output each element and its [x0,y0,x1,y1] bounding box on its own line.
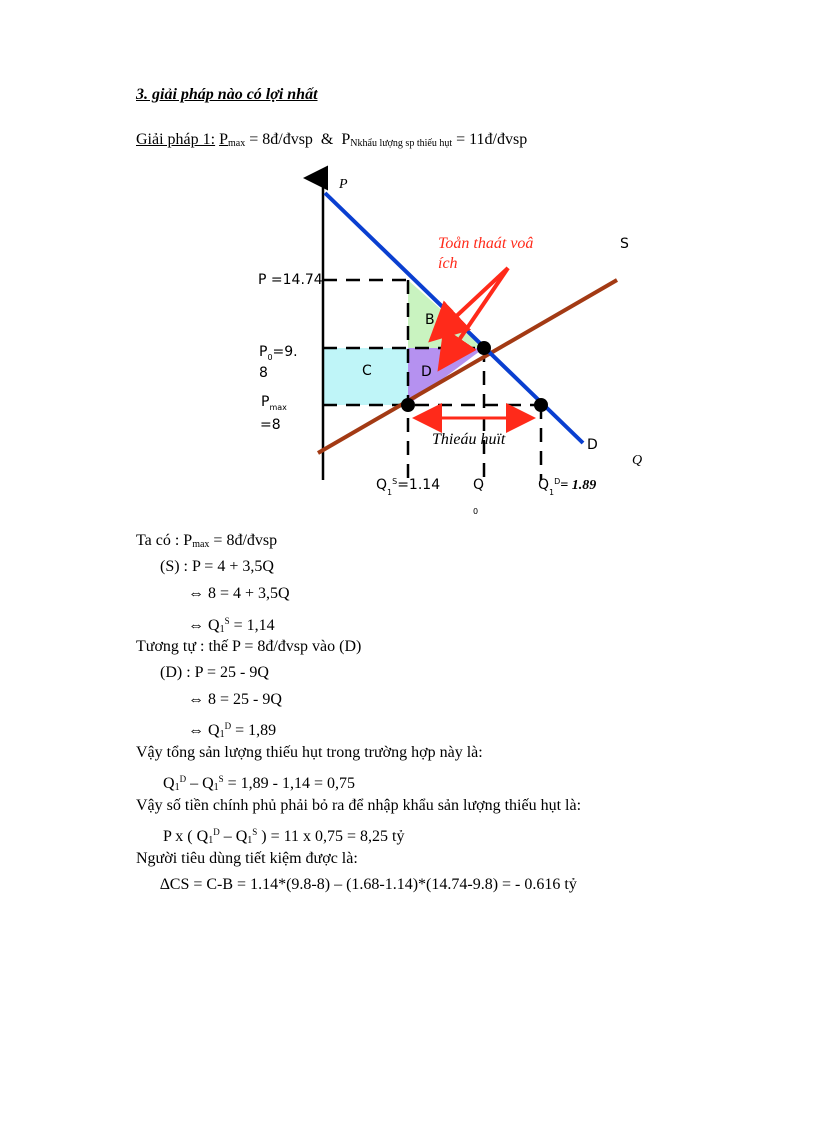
solution-label: Giải pháp 1: [136,131,216,148]
line-import-calc: P x ( $Q_1^D - Q_1^S$ ) = 11 x 0,75 = 8,25 tỷ [163,827,405,846]
line-shortage-intro: Vậy tổng sản lượng thiếu hụt trong trường hợp này là: [136,744,483,761]
solution-amp: & [320,131,334,148]
line-import-intro: Vậy số tiền chính phủ phải bỏ ra để nhập khẩu sản lượng thiếu hụt là: [136,797,582,814]
solution-p: P [219,131,228,148]
line-consumer-intro: Người tiêu dùng tiết kiệm được là: [136,850,358,867]
p0-label: $P_0=9$. [259,344,298,362]
line-consumer-calc: ∆CS = C-B = 1.14*(9.8-8) – (1.68-1.14)*(14.74-9.8) = - 0.616 tỷ [160,876,577,893]
equilibrium-point [477,341,491,355]
demand-label: D [587,437,598,453]
deadweight-label-1: Toån thaát voâ [438,235,534,252]
line-supply-eq: (S) : P = 4 + 3,5Q [160,558,274,575]
p-top-label: P =14.74 [258,272,323,288]
q1d-label: $Q_1^D= 1.89$ [538,477,597,497]
pmax-label-cont: =8 [260,417,281,433]
supply-label: S [620,236,629,252]
line-q1d: ⇔ $Q_1^D = 1,89$ [188,721,277,740]
supply-at-pmax-point [401,398,415,412]
line-supply-sub: ⇔ 8 = 4 + 3,5Q [188,585,290,602]
axis-p-label: P [339,177,348,192]
line-given: Ta có : $P_{max}$ = 8đ/đvsp [136,532,278,550]
region-c-label: C [362,363,372,379]
line-similarly: Tương tự : thế P = 8đ/đvsp vào (D) [136,638,362,655]
deadweight-label-2: ích [438,255,458,272]
demand-at-pmax-point [534,398,548,412]
shortage-label: Thieáu huït [432,431,506,448]
region-d-label: D [421,364,432,380]
line-demand-sub: ⇔ 8 = 25 - 9Q [188,691,282,708]
section-heading: 3. giải pháp nào có lợi nhất [136,86,318,103]
axis-q-label: Q [632,453,643,468]
line-demand-eq: (D) : P = 25 - 9Q [160,664,269,681]
deadweight-arrow-b [434,268,508,337]
region-b-label: B [425,312,435,328]
solution-nk-sub: Nkhẩu lượng sp thiếu hụt [350,138,453,149]
supply-demand-diagram [0,160,816,530]
solution-eq1: = 8đ/đvsp [249,131,313,148]
solution-max-sub: max [228,138,246,149]
q1s-label: $Q_1^S=1.14$ [376,477,441,497]
solution-eq2: = 11đ/đvsp [456,131,528,148]
line-shortage-calc: $Q_1^D - Q_1^S = 1,89 - 1,14 = 0,75$ [163,774,356,793]
solution-line [136,131,527,149]
q0-sub-label: 0 [473,507,479,516]
solution-p2: P [341,131,351,148]
line-q1s: ⇔ $Q_1^S = 1,14$ [188,616,275,635]
p0-label-cont: 8 [259,365,268,381]
pmax-label: $P_{max}$ [261,394,287,412]
q0-label: Q [473,477,485,493]
